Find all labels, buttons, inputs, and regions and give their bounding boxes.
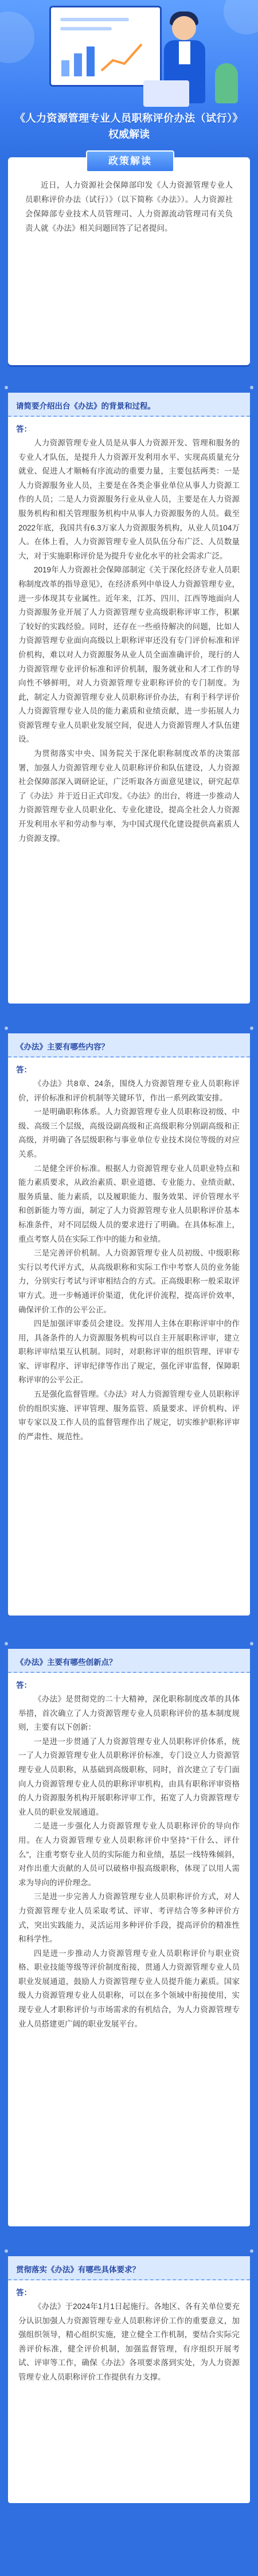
decor-dot xyxy=(250,386,253,389)
question-text: 《办法》主要有哪些创新点？ xyxy=(16,1658,117,1667)
page-subtitle: 权威解读 xyxy=(108,129,150,140)
qa-card-background xyxy=(8,1649,250,2226)
answer-body xyxy=(18,2300,240,2385)
intro-text: 近日，人力资源社会保障部印发《人力资源管理专业人员职称评价办法（试行）》（以下简称《办法》）。人力资源社会保障部专业技术人员管理司、人力资源流动管理司有关负责人就《办法》相关问题回答了记者提问。 xyxy=(25,181,233,233)
qa-card-background xyxy=(8,393,250,1004)
answer-paragraph: 人力资源管理专业人员是从事人力资源开发、管理和服务的专业人才队伍，是提升人力资源开发利用水平、实现高质量充分就业、促进人才顺畅有序流动的重要力量，主要包括两类：一是人力资源服务业人员，主要是在各类企事业单位从事人力资源工作的人员；二是人力资源服务行业从业人员，主要是在人力资源服务机构和相关管理服务机构中从事人力资源服务的人员。截至2022年底，我国共有6.3万家人力资源服务机构，从业人员104万人。在体上看，人力资源管理专业人员队伍分布广泛、人员数量大，对于实施职称评价是为提升专业化水平的社会需求广泛。 xyxy=(18,439,240,560)
answer-paragraph: 一是明确职称体系。人力资源管理专业人员职称设初级、中级、高级三个层级，高级设副高级和正高级职称分别副高级和正高级，并明确了各层级职称与事业单位专业技术岗位等级的对应关系。 xyxy=(18,1107,240,1159)
answer-label: 答： xyxy=(16,2288,32,2297)
answer-label: 答： xyxy=(16,1066,32,1074)
decor-dot xyxy=(250,1026,253,1030)
answer-body xyxy=(18,436,240,846)
decor-dot xyxy=(250,2249,253,2253)
answer-paragraph: 三是完善评价机制。人力资源管理专业人员初级、中级职称实行以考代评方式，从高级职称和实际工作中考察人员的业务能力，分别实行考试与评审相结合的方式。正高级职称一般采取评审方式。进一步畅通评价渠道，优化评价流程，提高评价效率，确保评价工作的公平公正。 xyxy=(18,1249,240,1314)
decor-dot xyxy=(5,1642,8,1645)
presenter-shirt xyxy=(179,41,190,64)
header-banner xyxy=(0,0,258,161)
answer-paragraph: 三是进一步完善人力资源管理专业人员职称评价方式，对人力资源管理专业人员采取考试、评审、考评结合等多种评价方式，突出实践能力，灵活运用多种评价手段，提高评价的精准性和科学性。 xyxy=(18,1892,240,1944)
board-line xyxy=(60,18,129,21)
answer-body xyxy=(18,1692,240,2031)
answer-body xyxy=(18,1077,240,1444)
answer-paragraph: 二是健全评价标准。根据人力资源管理专业人员职业特点和能力素质要求，从政治素质、职业道德、专业能力、业绩贡献、服务质量、能力素质，以及履职能力、服务效果、评价管理水平和创新能力等方面，制定了人力资源管理专业人员职称评价基本标准条件，对不同层级人员的要求进行了明确。在具体标准上，重点考察人员在实际工作中的能力和业绩。 xyxy=(18,1164,240,1244)
question-text: 请简要介绍出台《办法》的背景和过程。 xyxy=(16,402,155,410)
chart-illustration-icon xyxy=(61,37,147,78)
question-text: 《办法》主要有哪些内容？ xyxy=(16,1043,109,1051)
answer-paragraph: 四是加强评审委员会建设。发挥用人主体在职称评审中的作用，具备条件的人力资源服务机构可以自主开展职称评审，建立职称评审结果互认机制。同时，对职称评审的组织管理、评审专家、评审程序、评审纪律等作出了规定，强化评审监督，保障职称评审的公平公正。 xyxy=(18,1319,240,1385)
answer-label: 答： xyxy=(16,1681,32,1690)
qa-card-background xyxy=(8,1033,250,1616)
answer-paragraph: 《办法》是贯彻党的二十大精神，深化职称制度改革的具体举措，首次确立了人力资源管理专业人员职称评价的基本制度规则，主要有以下创新： xyxy=(18,1695,240,1732)
page-title: 《人力资源管理专业人员职称评价办法（试行）》 xyxy=(15,113,243,124)
answer-label: 答： xyxy=(16,425,32,433)
decor-bubble xyxy=(224,0,258,34)
answer-paragraph: 一是进一步贯通了人力资源管理专业人员职称评价体系，统一了人力资源管理专业人员职称评价标准，专门设立人力资源管理专业人员职称，从基础到高级职称，同时，首次建立了专门面向人力资源管理专业人员的职称评审机构，由具有职称评审资格的人力资源服务机构开展职称评审工作，拓宽了人力资源管理专业人员的职业发展通道。 xyxy=(18,1737,240,1816)
decor-dot xyxy=(5,386,8,389)
presenter-head xyxy=(172,16,196,40)
decor-dot xyxy=(250,1642,253,1645)
answer-paragraph: 四是进一步推动人力资源管理专业人员职称评价与职业资格、职业技能等级等评价制度衔接，贯通人力资源管理专业人员职业发展通道，鼓励人力资源管理专业人员提升能力素质。国家级人力资源管理专业人员职称，可以在多个领域中衔接使用，实现专业人才职称评价与市场需求的有机结合，为人力资源管理专业人员搭建更广阔的职业发展平台。 xyxy=(18,1949,240,2028)
decor-bubble xyxy=(0,11,34,63)
decor-dot xyxy=(5,2249,8,2253)
answer-paragraph: 二是进一步强化人力资源管理专业人员职称评价的导向作用。在人力资源管理专业人员职称评价中坚持“干什么、评什么”，注重考察专业人员的实际能力和业绩，基层一线特殊倾斜，对作出重大贡献的人员可以破格申报高级职称，体现了以用人需求为导向的评价理念。 xyxy=(18,1822,240,1887)
whiteboard-illustration xyxy=(49,6,162,87)
decor-dot xyxy=(5,1026,8,1030)
answer-paragraph: 为贯彻落实中央、国务院关于深化职称制度改革的决策部署，加强人力资源管理专业人员职称评价和队伍建设，人力资源社会保障部深入调研论证，广泛听取各方面意见建议，研究起草了《办法》并于近日正式印发。《办法》的出台，将进一步推动人力资源管理专业人员职业化、专业化建设，提高全社会人力资源开发利用水平和劳动参与率，为中国式现代化建设提供高素质人力资源支撑。 xyxy=(18,749,240,843)
board-line xyxy=(60,27,112,30)
plant-illustration xyxy=(215,63,238,103)
section-badge: 政策解读 xyxy=(86,150,174,172)
answer-paragraph: 《办法》于2024年1月1日起施行。各地区、各有关单位要充分认识加强人力资源管理专业人员职称评价工作的重要意义，加强组织领导，精心组织实施，建立健全工作机制，要结合实际完善评价标准，健全评价机制，加强监督管理，有序组织开展考试、评审等工作，确保《办法》各项要求落到实处，为人力资源管理专业人员职称评价工作提供有力支撑。 xyxy=(18,2302,240,2381)
question-text: 贯彻落实《办法》有哪些具体要求？ xyxy=(16,2265,140,2274)
qa-card-background xyxy=(8,2256,250,2503)
answer-paragraph: 五是强化监督管理。《办法》对人力资源管理专业人员职称评价的组织实施、评审管理、服务监管、质量要求、评价机构、评审专家以及工作人员的监督管理作出了规定，切实维护职称评审的严肃性、规范性。 xyxy=(18,1390,240,1441)
laptop-illustration xyxy=(143,80,189,107)
answer-paragraph: 《办法》共8章、24条，围绕人力资源管理专业人员职称评价，评价标准和评价机制等关键环节，作出一系列政策安排。 xyxy=(18,1079,240,1102)
answer-paragraph: 2019年人力资源社会保障部制定《关于深化经济专业人员职称制度改革的指导意见》，在经济系列中单设人力资源管理专业，进一步体现其专业属性。近年来，江苏、四川、江西等地面向人力资源服务业开展了人力资源管理专业高级职称评审工作，积累了较好的实践经验。同时，还存在一些亟待解决的问题，比如人力资源管理专业面向高级以上职称评审还没有专门评价标准和评价机构，难以对人力资源服务从业人员全面准确评价，现行的人力资源管理专业评价标准和评价机制，服务就业和人才工作的导向性不够鲜明，对人力资源管理专业职称评价的专门制度。为此，制定人力资源管理专业人员职称评价办法，有利于科学评价人力资源管理专业人员的能力素质和业绩贡献，进一步拓展人力资源管理专业人员职业发展空间，促进人力资源管理人才队伍建设。 xyxy=(18,565,240,744)
